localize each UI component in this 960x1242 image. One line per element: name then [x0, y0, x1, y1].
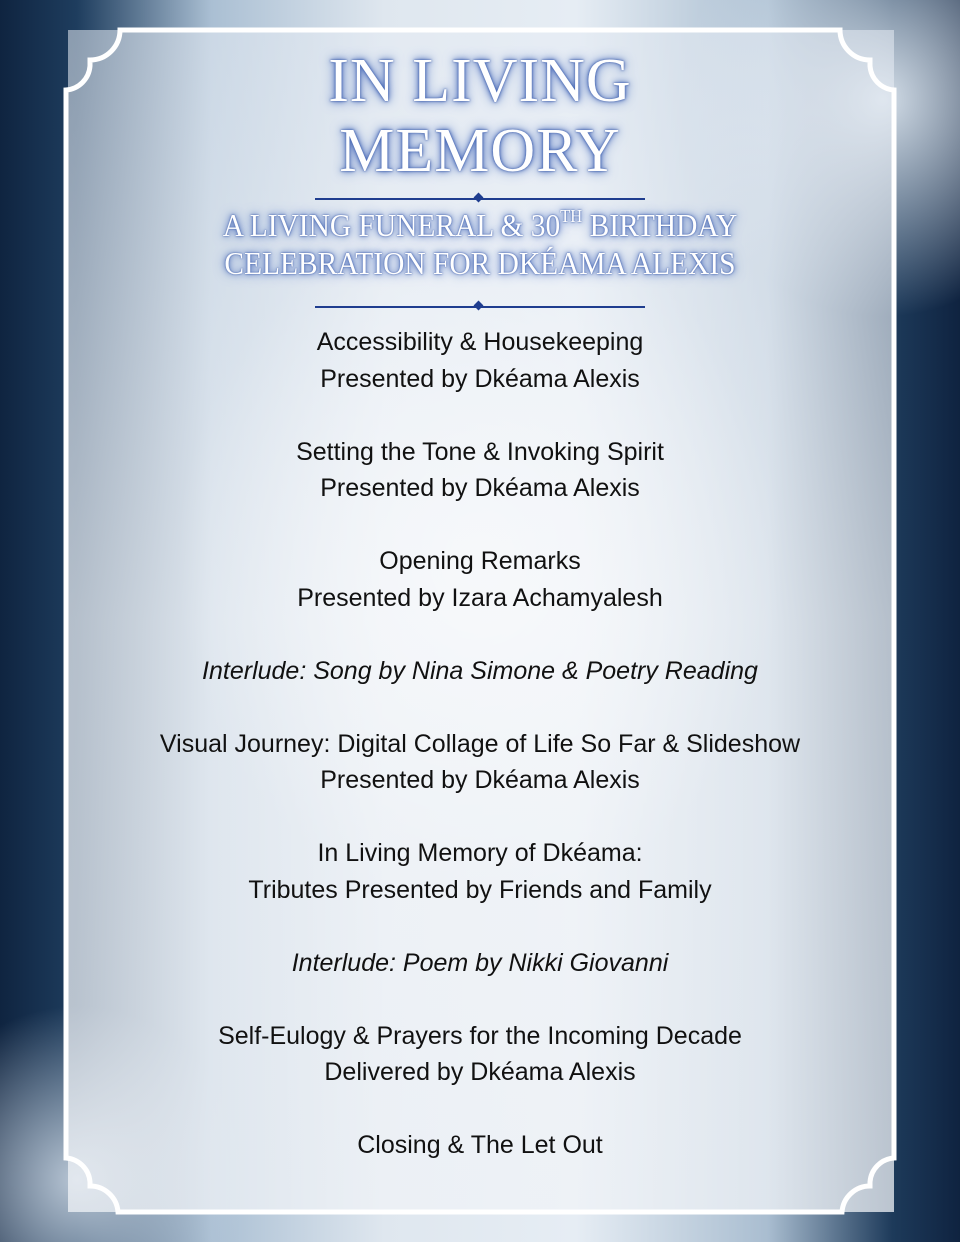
agenda-item-byline: Tributes Presented by Friends and Family	[248, 875, 712, 904]
agenda-item-title: Visual Journey: Digital Collage of Life So Far & Slideshow	[159, 729, 801, 758]
title-line-2: MEMORY	[339, 117, 621, 185]
divider-top	[315, 198, 645, 200]
agenda-item	[0, 1127, 960, 1164]
agenda-item-title: Opening Remarks	[379, 547, 581, 575]
subtitle-line-1: A LIVING FUNERAL & 30	[222, 207, 561, 243]
agenda-item	[0, 726, 960, 799]
agenda-item-title: Setting the Tone & Invoking Spirit	[296, 437, 664, 466]
agenda-item-byline: Presented by Izara Achamyalesh	[297, 583, 663, 612]
agenda-interlude	[0, 653, 960, 690]
agenda-item-title: Accessibility & Housekeeping	[316, 328, 644, 356]
subtitle-line-1-end: BIRTHDAY	[582, 207, 738, 243]
agenda-item-title: Closing & The Let Out	[357, 1131, 603, 1159]
agenda-item-byline: Presented by Dkéama Alexis	[320, 474, 640, 502]
agenda-item	[0, 434, 960, 507]
agenda-item	[0, 543, 960, 616]
subtitle-line-2: CELEBRATION FOR DKÉAMA ALEXIS	[224, 245, 736, 281]
subtitle	[38, 206, 921, 282]
agenda-list	[0, 324, 960, 1200]
agenda-item-byline: Delivered by Dkéama Alexis	[324, 1058, 636, 1086]
agenda-item-byline: Presented by Dkéama Alexis	[320, 766, 640, 794]
agenda-item	[0, 324, 960, 397]
page-title	[0, 46, 960, 186]
agenda-item	[0, 1018, 960, 1091]
agenda-item-title: Self-Eulogy & Prayers for the Incoming Decade	[218, 1021, 742, 1050]
agenda-item	[0, 835, 960, 908]
agenda-item-title: In Living Memory of Dkéama:	[317, 839, 643, 867]
agenda-item-title: Interlude: Poem by Nikki Giovanni	[291, 948, 669, 977]
agenda-interlude	[0, 945, 960, 982]
agenda-item-byline: Presented by Dkéama Alexis	[320, 364, 640, 393]
divider-bottom	[315, 306, 645, 308]
ordinal-suffix: TH	[560, 206, 583, 226]
title-line-1: IN LIVING	[328, 47, 632, 115]
agenda-item-title: Interlude: Song by Nina Simone & Poetry Reading	[202, 656, 758, 685]
